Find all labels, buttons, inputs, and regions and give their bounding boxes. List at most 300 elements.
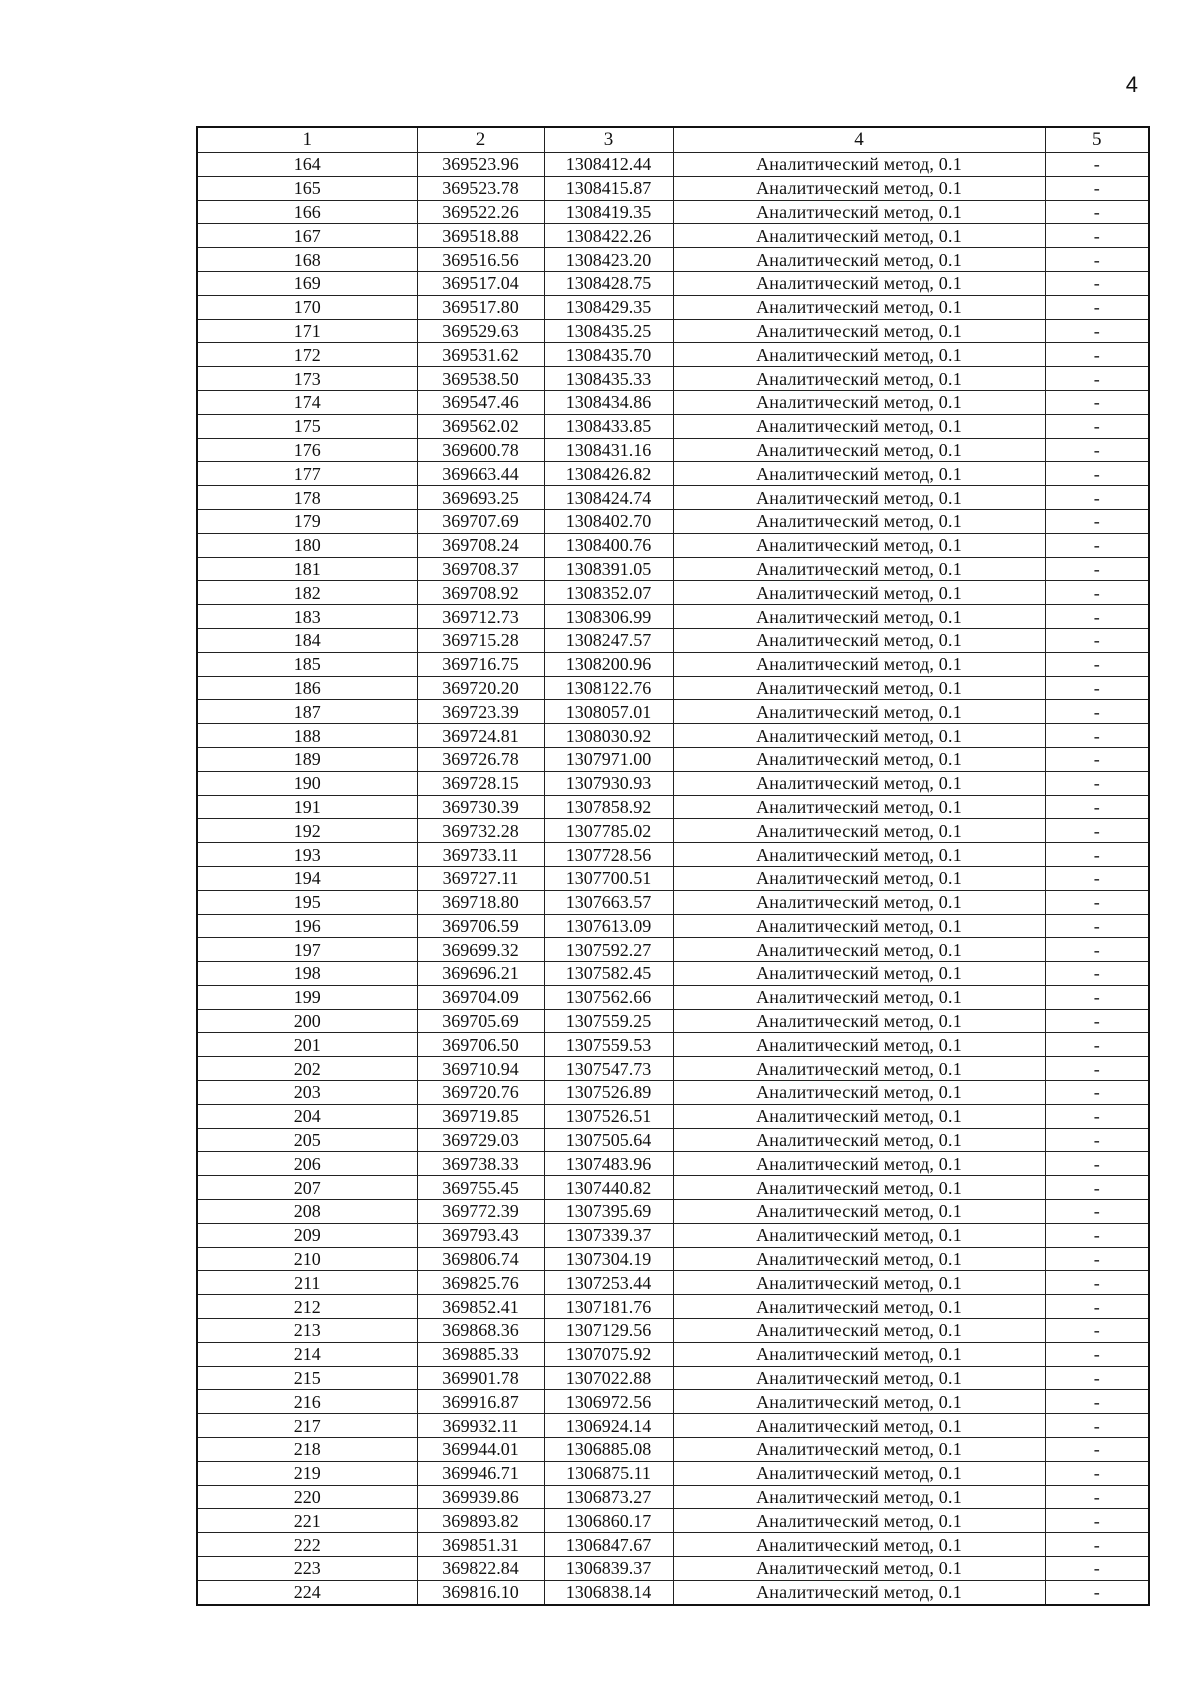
- table-row: [197, 1223, 1149, 1247]
- table-row: [197, 462, 1149, 486]
- cell-point-number: 174: [197, 390, 417, 414]
- table-row: [197, 1128, 1149, 1152]
- cell-method: Аналитический метод, 0.1: [673, 700, 1045, 724]
- table-row: [197, 1152, 1149, 1176]
- cell-y: 1308433.85: [544, 414, 673, 438]
- cell-y: 1308400.76: [544, 533, 673, 557]
- cell-x: 369772.39: [417, 1200, 544, 1224]
- cell-point-number: 166: [197, 200, 417, 224]
- cell-point-number: 224: [197, 1580, 417, 1604]
- table-row: [197, 153, 1149, 177]
- cell-description: -: [1045, 843, 1149, 867]
- cell-x: 369531.62: [417, 343, 544, 367]
- cell-x: 369547.46: [417, 390, 544, 414]
- cell-x: 369708.92: [417, 581, 544, 605]
- cell-description: -: [1045, 1033, 1149, 1057]
- cell-x: 369851.31: [417, 1533, 544, 1557]
- table-row: [197, 1295, 1149, 1319]
- table-row: [197, 700, 1149, 724]
- cell-y: 1308435.25: [544, 319, 673, 343]
- coordinates-table: [196, 126, 1150, 1606]
- cell-y: 1308415.87: [544, 176, 673, 200]
- cell-method: Аналитический метод, 0.1: [673, 1509, 1045, 1533]
- table-row: [197, 581, 1149, 605]
- cell-description: -: [1045, 414, 1149, 438]
- cell-x: 369730.39: [417, 795, 544, 819]
- cell-point-number: 189: [197, 747, 417, 771]
- table-row: [197, 1247, 1149, 1271]
- cell-point-number: 165: [197, 176, 417, 200]
- cell-y: 1308434.86: [544, 390, 673, 414]
- cell-x: 369712.73: [417, 605, 544, 629]
- cell-description: -: [1045, 1366, 1149, 1390]
- cell-method: Аналитический метод, 0.1: [673, 628, 1045, 652]
- cell-description: -: [1045, 1438, 1149, 1462]
- table-row: [197, 438, 1149, 462]
- cell-y: 1306838.14: [544, 1580, 673, 1604]
- cell-y: 1307075.92: [544, 1342, 673, 1366]
- cell-y: 1306873.27: [544, 1485, 673, 1509]
- cell-x: 369727.11: [417, 866, 544, 890]
- cell-description: -: [1045, 248, 1149, 272]
- header-cell-point-number: 1: [197, 127, 417, 153]
- cell-y: 1308435.33: [544, 367, 673, 391]
- table-row: [197, 533, 1149, 557]
- cell-method: Аналитический метод, 0.1: [673, 819, 1045, 843]
- cell-point-number: 186: [197, 676, 417, 700]
- header-cell-method: 4: [673, 127, 1045, 153]
- cell-description: -: [1045, 1081, 1149, 1105]
- cell-point-number: 196: [197, 914, 417, 938]
- cell-method: Аналитический метод, 0.1: [673, 890, 1045, 914]
- cell-description: -: [1045, 224, 1149, 248]
- table-row: [197, 1509, 1149, 1533]
- cell-description: -: [1045, 1414, 1149, 1438]
- cell-point-number: 170: [197, 295, 417, 319]
- table-row: [197, 319, 1149, 343]
- cell-x: 369517.80: [417, 295, 544, 319]
- cell-method: Аналитический метод, 0.1: [673, 390, 1045, 414]
- cell-description: -: [1045, 652, 1149, 676]
- cell-x: 369562.02: [417, 414, 544, 438]
- cell-point-number: 200: [197, 1009, 417, 1033]
- cell-method: Аналитический метод, 0.1: [673, 1152, 1045, 1176]
- cell-y: 1306839.37: [544, 1557, 673, 1581]
- table-row: [197, 914, 1149, 938]
- cell-point-number: 221: [197, 1509, 417, 1533]
- cell-method: Аналитический метод, 0.1: [673, 1033, 1045, 1057]
- cell-y: 1307785.02: [544, 819, 673, 843]
- table-row: [197, 747, 1149, 771]
- cell-point-number: 179: [197, 509, 417, 533]
- cell-description: -: [1045, 1342, 1149, 1366]
- cell-method: Аналитический метод, 0.1: [673, 1057, 1045, 1081]
- cell-point-number: 190: [197, 771, 417, 795]
- cell-x: 369939.86: [417, 1485, 544, 1509]
- header-cell-y: 3: [544, 127, 673, 153]
- cell-description: -: [1045, 1200, 1149, 1224]
- cell-description: -: [1045, 1533, 1149, 1557]
- cell-y: 1307440.82: [544, 1176, 673, 1200]
- table-row: [197, 771, 1149, 795]
- cell-y: 1307304.19: [544, 1247, 673, 1271]
- cell-description: -: [1045, 533, 1149, 557]
- cell-y: 1307129.56: [544, 1319, 673, 1343]
- cell-y: 1307253.44: [544, 1271, 673, 1295]
- cell-y: 1306860.17: [544, 1509, 673, 1533]
- cell-description: -: [1045, 1319, 1149, 1343]
- header-cell-description: 5: [1045, 127, 1149, 153]
- cell-method: Аналитический метод, 0.1: [673, 1295, 1045, 1319]
- cell-description: -: [1045, 1557, 1149, 1581]
- cell-point-number: 191: [197, 795, 417, 819]
- cell-point-number: 214: [197, 1342, 417, 1366]
- cell-method: Аналитический метод, 0.1: [673, 1009, 1045, 1033]
- cell-point-number: 199: [197, 985, 417, 1009]
- table-body: [197, 153, 1149, 1605]
- cell-x: 369825.76: [417, 1271, 544, 1295]
- cell-y: 1308402.70: [544, 509, 673, 533]
- cell-point-number: 181: [197, 557, 417, 581]
- cell-x: 369710.94: [417, 1057, 544, 1081]
- cell-x: 369693.25: [417, 486, 544, 510]
- cell-description: -: [1045, 1509, 1149, 1533]
- cell-method: Аналитический метод, 0.1: [673, 1247, 1045, 1271]
- table-row: [197, 1104, 1149, 1128]
- cell-y: 1307526.51: [544, 1104, 673, 1128]
- cell-method: Аналитический метод, 0.1: [673, 509, 1045, 533]
- cell-y: 1306885.08: [544, 1438, 673, 1462]
- cell-x: 369806.74: [417, 1247, 544, 1271]
- table-row: [197, 1485, 1149, 1509]
- table-row: [197, 1557, 1149, 1581]
- cell-point-number: 195: [197, 890, 417, 914]
- cell-method: Аналитический метод, 0.1: [673, 581, 1045, 605]
- cell-description: -: [1045, 866, 1149, 890]
- table-row: [197, 1009, 1149, 1033]
- cell-y: 1306972.56: [544, 1390, 673, 1414]
- table-row: [197, 557, 1149, 581]
- cell-method: Аналитический метод, 0.1: [673, 1342, 1045, 1366]
- cell-method: Аналитический метод, 0.1: [673, 1200, 1045, 1224]
- cell-point-number: 192: [197, 819, 417, 843]
- cell-method: Аналитический метод, 0.1: [673, 1390, 1045, 1414]
- cell-description: -: [1045, 1104, 1149, 1128]
- cell-y: 1307181.76: [544, 1295, 673, 1319]
- cell-y: 1307559.53: [544, 1033, 673, 1057]
- cell-description: -: [1045, 1009, 1149, 1033]
- cell-description: -: [1045, 819, 1149, 843]
- cell-y: 1306924.14: [544, 1414, 673, 1438]
- cell-point-number: 223: [197, 1557, 417, 1581]
- cell-point-number: 212: [197, 1295, 417, 1319]
- cell-method: Аналитический метод, 0.1: [673, 1557, 1045, 1581]
- cell-method: Аналитический метод, 0.1: [673, 962, 1045, 986]
- cell-point-number: 203: [197, 1081, 417, 1105]
- cell-method: Аналитический метод, 0.1: [673, 438, 1045, 462]
- cell-x: 369816.10: [417, 1580, 544, 1604]
- table-row: [197, 367, 1149, 391]
- table-row: [197, 1342, 1149, 1366]
- header-cell-x: 2: [417, 127, 544, 153]
- table-row: [197, 1200, 1149, 1224]
- cell-method: Аналитический метод, 0.1: [673, 771, 1045, 795]
- table-row: [197, 486, 1149, 510]
- cell-point-number: 175: [197, 414, 417, 438]
- cell-point-number: 215: [197, 1366, 417, 1390]
- cell-description: -: [1045, 1128, 1149, 1152]
- cell-description: -: [1045, 914, 1149, 938]
- cell-description: -: [1045, 295, 1149, 319]
- table-row: [197, 1580, 1149, 1604]
- cell-point-number: 222: [197, 1533, 417, 1557]
- cell-description: -: [1045, 1485, 1149, 1509]
- cell-point-number: 164: [197, 153, 417, 177]
- cell-x: 369724.81: [417, 724, 544, 748]
- cell-method: Аналитический метод, 0.1: [673, 224, 1045, 248]
- cell-method: Аналитический метод, 0.1: [673, 1438, 1045, 1462]
- cell-description: -: [1045, 1223, 1149, 1247]
- cell-method: Аналитический метод, 0.1: [673, 367, 1045, 391]
- cell-description: -: [1045, 200, 1149, 224]
- cell-x: 369723.39: [417, 700, 544, 724]
- cell-point-number: 194: [197, 866, 417, 890]
- cell-x: 369729.03: [417, 1128, 544, 1152]
- cell-method: Аналитический метод, 0.1: [673, 343, 1045, 367]
- cell-y: 1307728.56: [544, 843, 673, 867]
- cell-method: Аналитический метод, 0.1: [673, 414, 1045, 438]
- cell-point-number: 201: [197, 1033, 417, 1057]
- cell-description: -: [1045, 1057, 1149, 1081]
- cell-x: 369720.76: [417, 1081, 544, 1105]
- cell-description: -: [1045, 509, 1149, 533]
- cell-y: 1307483.96: [544, 1152, 673, 1176]
- cell-point-number: 213: [197, 1319, 417, 1343]
- cell-point-number: 173: [197, 367, 417, 391]
- cell-x: 369726.78: [417, 747, 544, 771]
- table-row: [197, 628, 1149, 652]
- cell-point-number: 216: [197, 1390, 417, 1414]
- cell-x: 369715.28: [417, 628, 544, 652]
- cell-x: 369946.71: [417, 1461, 544, 1485]
- cell-y: 1307613.09: [544, 914, 673, 938]
- cell-y: 1307582.45: [544, 962, 673, 986]
- cell-point-number: 169: [197, 271, 417, 295]
- cell-description: -: [1045, 390, 1149, 414]
- cell-method: Аналитический метод, 0.1: [673, 1271, 1045, 1295]
- cell-y: 1308424.74: [544, 486, 673, 510]
- cell-method: Аналитический метод, 0.1: [673, 557, 1045, 581]
- cell-description: -: [1045, 343, 1149, 367]
- cell-method: Аналитический метод, 0.1: [673, 1485, 1045, 1509]
- cell-x: 369529.63: [417, 319, 544, 343]
- cell-point-number: 211: [197, 1271, 417, 1295]
- table-row: [197, 390, 1149, 414]
- cell-description: -: [1045, 581, 1149, 605]
- cell-method: Аналитический метод, 0.1: [673, 462, 1045, 486]
- cell-description: -: [1045, 1271, 1149, 1295]
- cell-description: -: [1045, 319, 1149, 343]
- cell-point-number: 172: [197, 343, 417, 367]
- table-row: [197, 224, 1149, 248]
- cell-x: 369708.24: [417, 533, 544, 557]
- cell-method: Аналитический метод, 0.1: [673, 843, 1045, 867]
- cell-point-number: 183: [197, 605, 417, 629]
- table-row: [197, 1176, 1149, 1200]
- cell-method: Аналитический метод, 0.1: [673, 747, 1045, 771]
- cell-description: -: [1045, 605, 1149, 629]
- cell-method: Аналитический метод, 0.1: [673, 271, 1045, 295]
- table-row: [197, 938, 1149, 962]
- cell-method: Аналитический метод, 0.1: [673, 533, 1045, 557]
- cell-y: 1307547.73: [544, 1057, 673, 1081]
- cell-point-number: 197: [197, 938, 417, 962]
- cell-description: -: [1045, 1295, 1149, 1319]
- table-row: [197, 652, 1149, 676]
- cell-y: 1308431.16: [544, 438, 673, 462]
- cell-x: 369719.85: [417, 1104, 544, 1128]
- table-row: [197, 1081, 1149, 1105]
- cell-method: Аналитический метод, 0.1: [673, 914, 1045, 938]
- cell-x: 369868.36: [417, 1319, 544, 1343]
- table-row: [197, 890, 1149, 914]
- cell-method: Аналитический метод, 0.1: [673, 295, 1045, 319]
- cell-x: 369704.09: [417, 985, 544, 1009]
- cell-y: 1308428.75: [544, 271, 673, 295]
- cell-y: 1308306.99: [544, 605, 673, 629]
- cell-y: 1308426.82: [544, 462, 673, 486]
- cell-description: -: [1045, 367, 1149, 391]
- cell-method: Аналитический метод, 0.1: [673, 1128, 1045, 1152]
- cell-x: 369517.04: [417, 271, 544, 295]
- cell-method: Аналитический метод, 0.1: [673, 1319, 1045, 1343]
- cell-point-number: 205: [197, 1128, 417, 1152]
- cell-point-number: 207: [197, 1176, 417, 1200]
- cell-y: 1308429.35: [544, 295, 673, 319]
- cell-y: 1308419.35: [544, 200, 673, 224]
- cell-method: Аналитический метод, 0.1: [673, 176, 1045, 200]
- cell-description: -: [1045, 1176, 1149, 1200]
- cell-x: 369708.37: [417, 557, 544, 581]
- cell-point-number: 208: [197, 1200, 417, 1224]
- cell-point-number: 204: [197, 1104, 417, 1128]
- cell-x: 369699.32: [417, 938, 544, 962]
- cell-y: 1307022.88: [544, 1366, 673, 1390]
- cell-method: Аналитический метод, 0.1: [673, 866, 1045, 890]
- cell-y: 1307592.27: [544, 938, 673, 962]
- cell-x: 369705.69: [417, 1009, 544, 1033]
- cell-y: 1308200.96: [544, 652, 673, 676]
- table-header: [197, 127, 1149, 153]
- cell-point-number: 182: [197, 581, 417, 605]
- cell-x: 369733.11: [417, 843, 544, 867]
- cell-point-number: 198: [197, 962, 417, 986]
- cell-description: -: [1045, 557, 1149, 581]
- cell-point-number: 193: [197, 843, 417, 867]
- cell-method: Аналитический метод, 0.1: [673, 1533, 1045, 1557]
- table-row: [197, 866, 1149, 890]
- cell-x: 369718.80: [417, 890, 544, 914]
- cell-x: 369932.11: [417, 1414, 544, 1438]
- cell-y: 1308422.26: [544, 224, 673, 248]
- cell-x: 369522.26: [417, 200, 544, 224]
- cell-x: 369663.44: [417, 462, 544, 486]
- cell-method: Аналитический метод, 0.1: [673, 319, 1045, 343]
- cell-description: -: [1045, 1461, 1149, 1485]
- table-row: [197, 1057, 1149, 1081]
- cell-x: 369523.78: [417, 176, 544, 200]
- cell-y: 1308122.76: [544, 676, 673, 700]
- cell-point-number: 168: [197, 248, 417, 272]
- cell-y: 1307971.00: [544, 747, 673, 771]
- cell-description: -: [1045, 1152, 1149, 1176]
- cell-x: 369822.84: [417, 1557, 544, 1581]
- table-row: [197, 1438, 1149, 1462]
- cell-point-number: 180: [197, 533, 417, 557]
- cell-y: 1307505.64: [544, 1128, 673, 1152]
- cell-description: -: [1045, 676, 1149, 700]
- cell-x: 369518.88: [417, 224, 544, 248]
- cell-method: Аналитический метод, 0.1: [673, 1176, 1045, 1200]
- cell-description: -: [1045, 985, 1149, 1009]
- page-number: 4: [1125, 72, 1138, 97]
- cell-y: 1308030.92: [544, 724, 673, 748]
- cell-point-number: 171: [197, 319, 417, 343]
- cell-x: 369707.69: [417, 509, 544, 533]
- cell-point-number: 177: [197, 462, 417, 486]
- cell-x: 369738.33: [417, 1152, 544, 1176]
- cell-point-number: 218: [197, 1438, 417, 1462]
- cell-method: Аналитический метод, 0.1: [673, 724, 1045, 748]
- cell-method: Аналитический метод, 0.1: [673, 1414, 1045, 1438]
- cell-description: -: [1045, 724, 1149, 748]
- cell-point-number: 178: [197, 486, 417, 510]
- table-row: [197, 1461, 1149, 1485]
- cell-x: 369516.56: [417, 248, 544, 272]
- table-row: [197, 819, 1149, 843]
- table-row: [197, 295, 1149, 319]
- cell-y: 1308423.20: [544, 248, 673, 272]
- cell-x: 369732.28: [417, 819, 544, 843]
- cell-point-number: 184: [197, 628, 417, 652]
- cell-y: 1308057.01: [544, 700, 673, 724]
- cell-method: Аналитический метод, 0.1: [673, 1366, 1045, 1390]
- cell-x: 369916.87: [417, 1390, 544, 1414]
- cell-x: 369720.20: [417, 676, 544, 700]
- cell-x: 369885.33: [417, 1342, 544, 1366]
- cell-description: -: [1045, 700, 1149, 724]
- cell-description: -: [1045, 795, 1149, 819]
- cell-y: 1307339.37: [544, 1223, 673, 1247]
- cell-method: Аналитический метод, 0.1: [673, 1580, 1045, 1604]
- cell-y: 1307930.93: [544, 771, 673, 795]
- cell-y: 1307663.57: [544, 890, 673, 914]
- table-row: [197, 1366, 1149, 1390]
- cell-description: -: [1045, 890, 1149, 914]
- cell-x: 369706.50: [417, 1033, 544, 1057]
- cell-x: 369793.43: [417, 1223, 544, 1247]
- cell-method: Аналитический метод, 0.1: [673, 676, 1045, 700]
- cell-y: 1308247.57: [544, 628, 673, 652]
- table-row: [197, 176, 1149, 200]
- table-row: [197, 962, 1149, 986]
- table-row: [197, 248, 1149, 272]
- cell-method: Аналитический метод, 0.1: [673, 652, 1045, 676]
- cell-method: Аналитический метод, 0.1: [673, 1081, 1045, 1105]
- cell-point-number: 185: [197, 652, 417, 676]
- cell-description: -: [1045, 176, 1149, 200]
- cell-description: -: [1045, 962, 1149, 986]
